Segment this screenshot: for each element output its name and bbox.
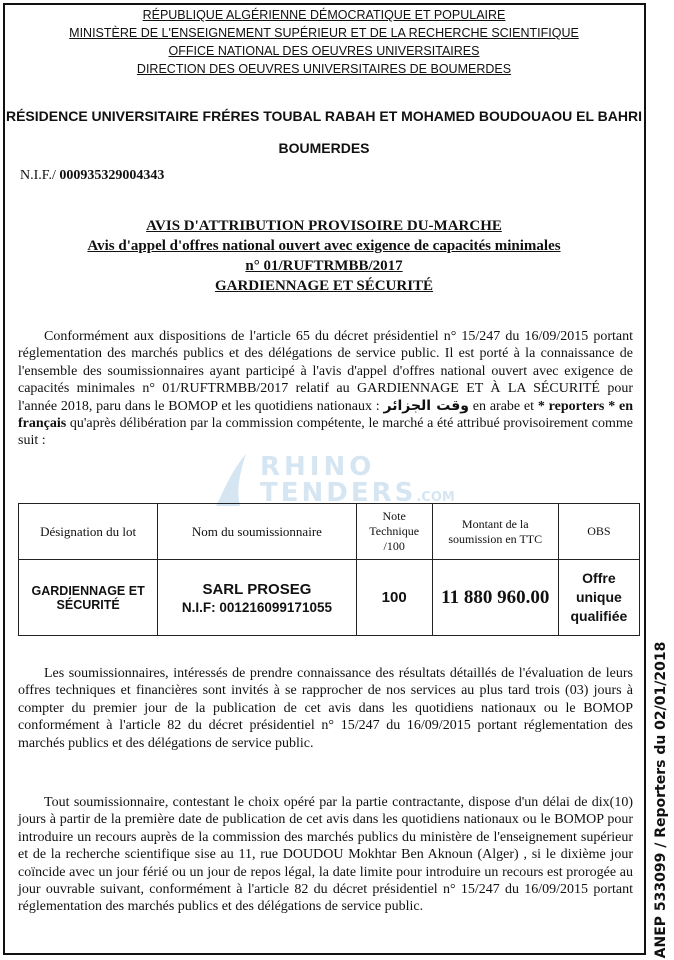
header-republic: RÉPUBLIQUE ALGÉRIENNE DÉMOCRATIQUE ET POPULAIRE xyxy=(142,8,506,22)
residence-name: RÉSIDENCE UNIVERSITAIRE FRÉRES TOUBAL RABAH ET MOHAMED BOUDOUAOU EL BAHRI xyxy=(5,108,642,124)
header-obs: OBS xyxy=(558,504,639,560)
award-table xyxy=(18,503,640,636)
cell-score: 100 xyxy=(356,560,432,636)
side-strip xyxy=(648,0,674,960)
appeal-paragraph: Tout soumissionnaire, contestant le choix opéré par la partie contractante, dispose d'un délai de dix(10) jours à partir de la première date de publication de cet avis dans les quotidiens nationaux ou le BOMOP pour introduire un recours auprès de la commission des marchés publics du ministère de l'enseignement supérieur et de la recherche scientifique sise au 11, rue DOUDOU Mokhtar Ben Aknoun (Alger) , si le dixième jour coïncide avec un jour férié ou un jour de repos légal, la date limite pour introduire un recours est prorogée au jour ouvrable suivant, conformément à l'article 82 du décret présidentiel n° 15/247 du 16/09/2015 portant réglementation des marchés publics et des délégations de service public. xyxy=(18,795,633,915)
intro-paragraph: Conformément aux dispositions de l'article 65 du décret présidentiel n° 15/247 du 16/09/2015 portant réglementation des marchés publics et des délégations de service public. Il est porté à la connaissance de l'ensemble des soumissionnaires ayant participé à l'avis d'appel d'offres national ouvert avec exigence de capacités minimales n° 01/RUFTRMBB/2017 relatif au GARDIENNAGE ET À LA SÉCURITÉ pour l'année 2018, paru dans le BOMOP et les quotidiens nationaux : وقت الجزائر en arabe et * reporters * en français qu'après délibération par la commission compétente, le marché a été attribué provisoirement comme suit : xyxy=(18,329,634,449)
header-bidder: Nom du soumissionnaire xyxy=(158,504,356,560)
cell-obs: Offre unique qualifiée xyxy=(558,560,639,636)
header-amount: Montant de la soumission en TTC xyxy=(432,504,558,560)
arabic-newspaper: وقت الجزائر xyxy=(383,397,469,414)
nif-label: N.I.F./ xyxy=(20,168,56,183)
rhino-horn-icon xyxy=(210,452,258,510)
header-direction: DIRECTION DES OEUVRES UNIVERSITAIRES DE BOUMERDES xyxy=(136,62,512,76)
header-score: Note Technique /100 xyxy=(356,504,432,560)
watermark-rhino: RHINO xyxy=(260,452,376,482)
bidder-name: SARL PROSEG xyxy=(202,580,312,598)
notice-subtitle: Avis d'appel d'offres national ouvert avec exigence de capacités minimales xyxy=(87,238,561,254)
results-paragraph: Les soumissionnaires, intéressés de prendre connaissance des résultats détaillés de l'évaluation de leurs offres techniques et financières sont invités à se rapprocher de nos services au plus tard trois (03) jours à compter du premier jour de la publication de cet avis dans les quotidiens nationaux ou le BOMOP conformément à l'article 82 du décret présidentiel n° 15/247 du 16/09/2015 portant réglementation des marchés publics et des délégations de service public. xyxy=(18,666,633,751)
nif-value: 000935329004343 xyxy=(59,168,165,183)
publication-reference: ANEP 533099 / Reporters du 02/01/2018 xyxy=(653,641,669,959)
header-lot: Désignation du lot xyxy=(19,504,158,560)
french-newspaper: * reporters * en français xyxy=(18,398,634,432)
cell-lot: GARDIENNAGE ET SÉCURITÉ xyxy=(19,560,158,636)
residence-city: BOUMERDES xyxy=(278,140,370,156)
cell-bidder xyxy=(158,560,356,636)
table-row xyxy=(19,560,640,636)
cell-amount: 11 880 960.00 xyxy=(432,560,558,636)
table-header-row xyxy=(19,504,640,560)
watermark-tenders: TENDERS.COM xyxy=(260,478,455,508)
nif-line xyxy=(20,168,164,184)
notice-subject: GARDIENNAGE ET SÉCURITÉ xyxy=(214,278,434,294)
bidder-nif: N.I.F: 001216099171055 xyxy=(181,599,332,615)
notice-title: AVIS D'ATTRIBUTION PROVISOIRE DU-MARCHE xyxy=(146,218,502,234)
notice-reference: n° 01/RUFTRMBB/2017 xyxy=(245,258,403,274)
header-office: OFFICE NATIONAL DES OEUVRES UNIVERSITAIRES xyxy=(168,44,480,58)
header-ministry: MINISTÈRE DE L'ENSEIGNEMENT SUPÉRIEUR ET DE LA RECHERCHE SCIENTIFIQUE xyxy=(69,26,579,40)
